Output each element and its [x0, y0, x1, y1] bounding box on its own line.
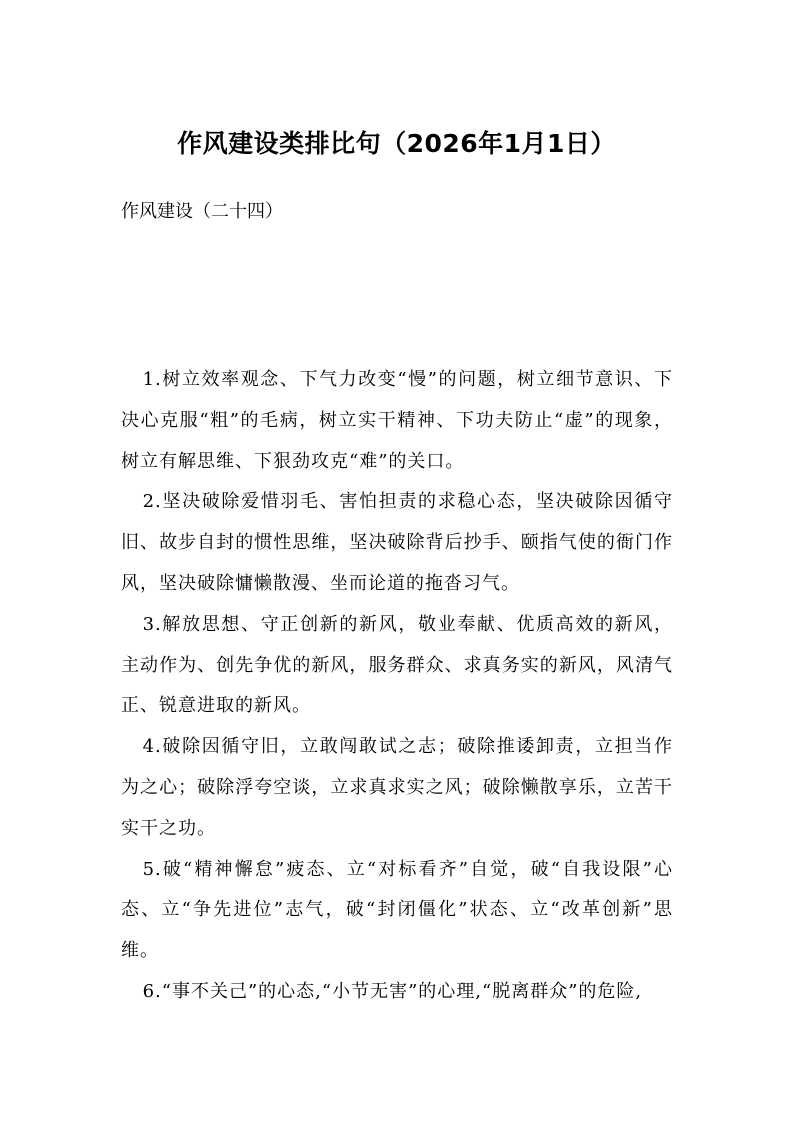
- paragraph-5: 5.破“精神懈怠”疲态、立“对标看齐”自觉，破“自我设限”心态、立“争先进位”志气，破“封闭僵化”状态、立“改革创新”思维。: [121, 858, 673, 962]
- paragraph-1: 1.树立效率观念、下气力改变“慢”的问题，树立细节意识、下决心克服“粗”的毛病，树立实干精神、下功夫防止“虚”的现象，树立有解思维、下狠劲攻克“难”的关口。: [121, 369, 673, 472]
- document-body: [121, 360, 673, 1013]
- paragraph-2: 2.坚决破除爱惜羽毛、害怕担责的求稳心态，坚决破除因循守旧、故步自封的惯性思维，坚决破除背后抄手、颐指气使的衙门作风，坚决破除慵懒散漫、坐而论道的拖沓习气。: [121, 491, 673, 594]
- paragraph-3: 3.解放思想、守正创新的新风，敬业奉献、优质高效的新风，主动作为、创先争优的新风，服务群众、求真务实的新风，风清气正、锐意进取的新风。: [121, 613, 673, 717]
- paragraph-4: 4.破除因循守旧，立敢闯敢试之志；破除推诿卸责，立担当作为之心；破除浮夸空谈，立求真求实之风；破除懒散享乐，立苦干实干之功。: [121, 736, 673, 839]
- document-subtitle: 作风建设（二十四）: [121, 201, 283, 222]
- document-title: 作风建设类排比句（2026年1月1日）: [177, 129, 616, 158]
- paragraph-6: 6.“事不关己”的心态,“小节无害”的心理,“脱离群众”的危险,: [142, 980, 643, 1002]
